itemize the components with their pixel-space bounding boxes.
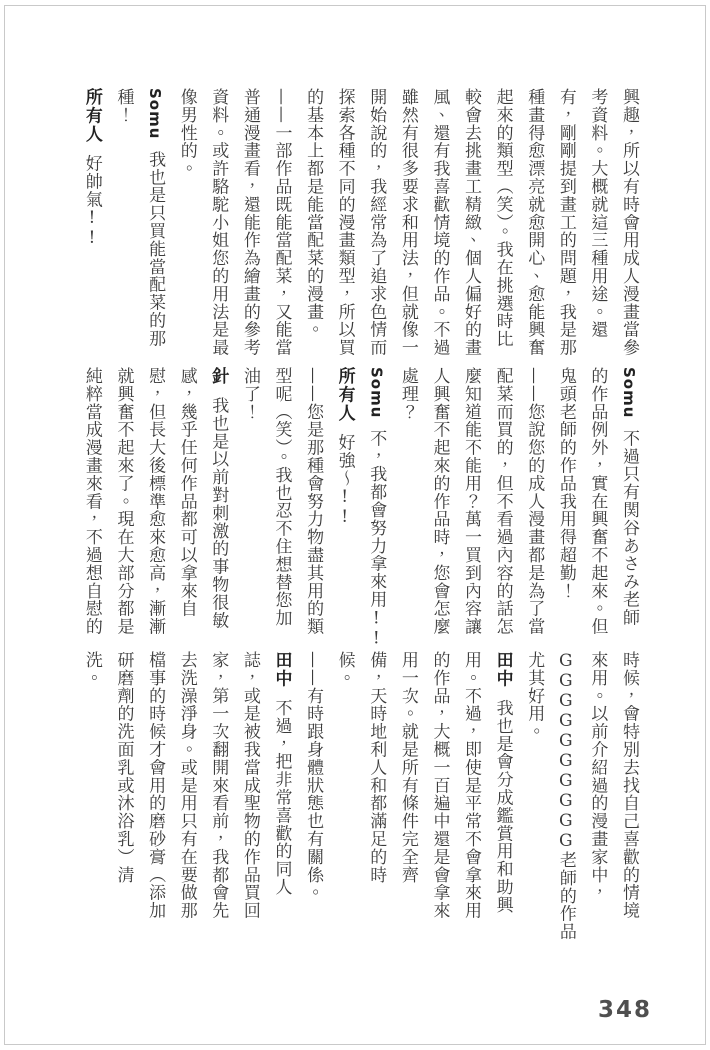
text-column <box>296 88 328 364</box>
text-column <box>391 367 423 643</box>
speaker-name: 田中 <box>492 651 513 688</box>
text-column <box>139 88 171 364</box>
text-column <box>549 88 581 364</box>
text-run: 就興奮不起來了。現在大部分都是 <box>113 367 134 636</box>
text-column <box>328 651 360 927</box>
text-column <box>296 367 328 643</box>
text-band-middle <box>75 367 644 649</box>
text-run: 誌，或是被我當成聖物的作品買回 <box>239 651 260 920</box>
text-run: 來用。以前介紹過的漫畫家中， <box>587 651 608 902</box>
text-run: 油了！ <box>239 367 260 421</box>
text-column <box>265 88 297 364</box>
text-column <box>107 367 139 643</box>
speaker-name: 針 <box>208 367 229 386</box>
text-run: 較會去挑畫工精緻、個人偏好的畫 <box>461 88 482 357</box>
text-column <box>233 367 265 643</box>
text-run: 我也是以前對刺激的事物很敏 <box>208 396 229 630</box>
text-column <box>139 651 171 927</box>
text-column <box>549 367 581 643</box>
text-column <box>423 367 455 643</box>
text-column <box>423 651 455 927</box>
page-number: 348 <box>598 997 653 1023</box>
text-column <box>454 651 486 927</box>
text-column <box>581 88 613 364</box>
text-column <box>423 88 455 364</box>
speaker-name: 田中 <box>271 651 292 688</box>
text-run: 我也是會分成鑑賞用和助興 <box>492 699 513 914</box>
text-column <box>75 651 107 927</box>
text-run: ——有時跟身體狀態也有關係。 <box>303 651 324 902</box>
text-run: ——您說您的成人漫畫都是為了當 <box>524 367 545 636</box>
text-run: !! <box>366 608 387 649</box>
text-band-top <box>75 88 644 364</box>
text-column <box>75 88 107 364</box>
text-run: 種畫得愈漂亮就愈開心、愈能興奮 <box>524 88 545 357</box>
text-column <box>486 651 518 927</box>
text-run: 尤其好用。 <box>524 651 545 741</box>
text-column <box>360 88 392 364</box>
text-column <box>612 88 644 364</box>
text-run: 純粹當成漫畫來看，不過想自慰的 <box>81 367 102 636</box>
text-run: 有，剛剛提到畫工的問題，我是那 <box>555 88 576 357</box>
text-column <box>265 651 297 927</box>
text-run: 資料。或許駱駝小姐您的用法是最 <box>208 88 229 357</box>
speaker-name: Somu <box>146 88 165 140</box>
speaker-name: Somu <box>367 367 386 419</box>
text-column <box>612 651 644 927</box>
text-run: 的作品例外，實在興奮不起來。但 <box>587 367 608 636</box>
text-column <box>233 88 265 364</box>
text-column <box>107 88 139 364</box>
text-run: 的基本上都是能當配菜的漫畫。 <box>303 88 324 339</box>
text-column <box>170 88 202 364</box>
text-column <box>518 88 550 364</box>
text-run: 型呢（笑）。我也忍不住想替您加 <box>271 367 292 627</box>
text-run: 慰，但長大後標準愈來愈高，漸漸 <box>145 367 166 636</box>
text-run: 時候，會特別去找自己喜歡的情境 <box>619 651 639 920</box>
text-run: 研磨劑的洗面乳或沐浴乳）清 <box>113 651 134 884</box>
speaker-name: Somu <box>620 367 638 419</box>
text-column <box>202 367 234 643</box>
text-run: 好帥氣 <box>81 154 102 209</box>
text-run: ——一部作品既能當配菜，又能當 <box>271 88 292 357</box>
text-column <box>360 651 392 927</box>
text-run: ——您是那種會努力物盡其用的類 <box>303 367 324 636</box>
text-run: 不，我都會努力拿來用 <box>366 429 387 609</box>
text-column <box>328 88 360 364</box>
text-column <box>391 651 423 927</box>
text-column <box>391 88 423 364</box>
text-column <box>233 651 265 927</box>
text-column <box>107 651 139 927</box>
text-run: 用一次。就是所有條件完全齊 <box>397 651 418 884</box>
text-run: 興趣，所以有時會用成人漫畫當參 <box>619 88 639 357</box>
text-column <box>612 367 644 643</box>
text-column <box>486 88 518 364</box>
text-column <box>360 367 392 649</box>
speaker-name: 所有人 <box>334 367 355 423</box>
text-run: 雖然有很多要求和用法，但就像一 <box>397 88 418 357</box>
text-run: 洗。 <box>81 651 102 687</box>
text-column <box>549 651 581 941</box>
text-run: 候。 <box>334 651 355 687</box>
text-run: 麼知道能不能用？萬一買到內容讓 <box>461 367 482 636</box>
text-run: 起來的類型（笑）。我在挑選時比 <box>492 88 513 348</box>
text-column <box>486 367 518 643</box>
text-run: 好強～ <box>334 433 355 488</box>
text-column <box>454 88 486 364</box>
text-run: 我也是只買能當配菜的那 <box>145 150 166 348</box>
text-run: 用。不過，即使是平常不會拿來用 <box>461 651 482 920</box>
text-run: !! <box>334 487 355 528</box>
text-run: 不過，把非常喜歡的同人 <box>271 699 292 896</box>
text-run: 探索各種不同的漫畫類型，所以買 <box>334 88 355 357</box>
text-run: 的作品，大概一百遍中還是會拿來 <box>429 651 450 920</box>
text-column <box>202 88 234 364</box>
text-column <box>328 367 360 643</box>
text-run: 老師的作品 <box>555 851 576 941</box>
text-run: GGGGGGGGGG <box>555 651 576 851</box>
text-run: 不過只有関谷あさみ老師 <box>619 429 639 627</box>
text-run: 去洗澡淨身。或是用只有在要做那 <box>176 651 197 920</box>
text-run: 配菜而買的，但不看過內容的話怎 <box>492 367 513 636</box>
text-run: 像男性的。 <box>176 88 197 178</box>
text-run: 感，幾乎任何作品都可以拿來自 <box>176 367 197 618</box>
text-column <box>454 367 486 643</box>
text-run: !! <box>81 208 102 249</box>
text-column <box>518 651 550 927</box>
text-column <box>139 367 171 643</box>
text-run: 普通漫畫看，還能作為繪畫的參考 <box>239 88 260 357</box>
text-run: 風、還有我喜歡情境的作品。不過 <box>429 88 450 357</box>
text-column <box>296 651 328 927</box>
speaker-name: 所有人 <box>81 88 102 144</box>
text-column <box>518 367 550 643</box>
text-run: 種！ <box>113 88 134 124</box>
text-column <box>581 651 613 927</box>
text-column <box>265 367 297 643</box>
text-run: 檔事的時候才會用的磨砂膏（添加 <box>145 651 166 920</box>
text-column <box>170 367 202 643</box>
text-column <box>202 651 234 927</box>
text-column <box>75 367 107 643</box>
text-run: 處理？ <box>397 367 418 421</box>
text-band-bottom <box>75 651 644 941</box>
text-run: 人興奮不起來的作品時，您會怎麼 <box>429 367 450 636</box>
text-run: 鬼頭老師的作品我用得超勤！ <box>555 367 576 600</box>
text-run: 備，天時地利人和都滿足的時 <box>366 651 387 884</box>
text-run: 家，第一次翻開來看前，我都會先 <box>208 651 229 920</box>
text-run: 開始說的，我經常為了追求色情而 <box>366 88 387 357</box>
text-column <box>170 651 202 927</box>
text-column <box>581 367 613 643</box>
text-run: 考資料。大概就這三種用途。還 <box>587 88 608 339</box>
